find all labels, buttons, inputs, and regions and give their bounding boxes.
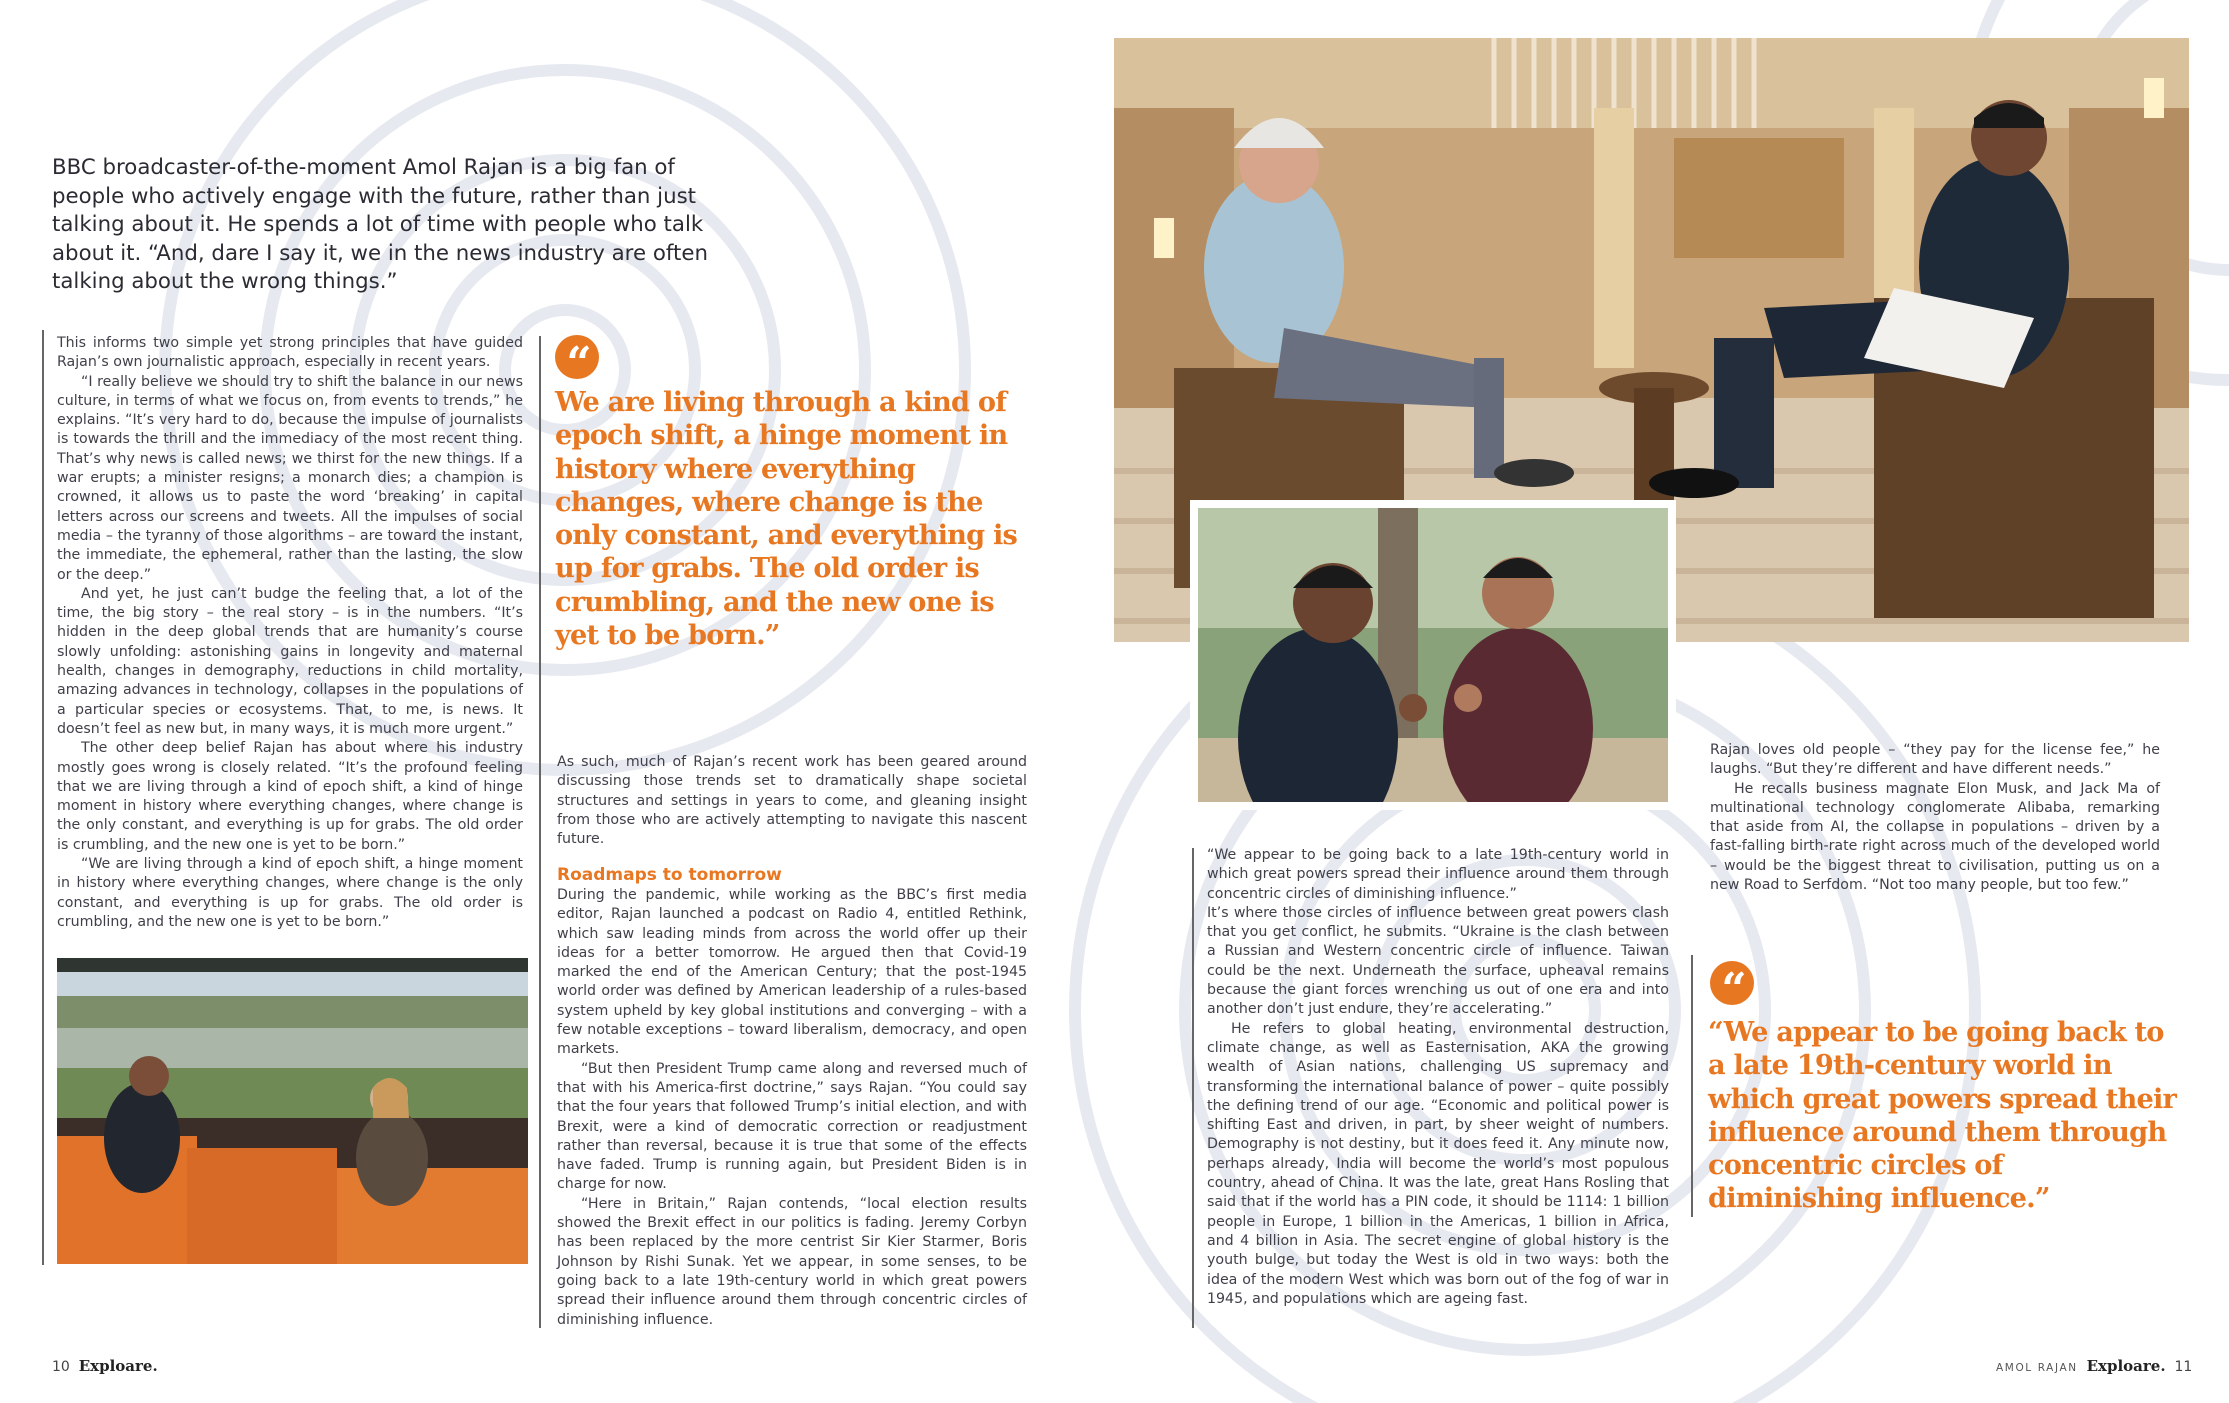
column-2 — [557, 886, 1027, 1330]
col4-paragraph: Rajan loves old people – “they pay for the license fee,” he laughs. “But they’re different and have different needs.” — [1710, 742, 2160, 778]
quote-mark-icon: “ — [555, 335, 599, 379]
pull-quote-2: “We appear to be going back to a late 19th-century world in which great powers spread their influence around them through concentric circles of diminishing influence.” — [1708, 1016, 2177, 1215]
folio-right — [1996, 1357, 2192, 1375]
col2-paragraph: “Here in Britain,” Rajan contends, “local election results showed the Brexit effect in our politics is fading. Jeremy Corbyn has been replaced by the more centrist Sir Kier Starmer, Boris Johnson by Rishi Sunak. Yet we appear, in some senses, to be going back to a late 19th-century world in which great powers spread their influence around them through concentric circles of diminishing influence. — [557, 1195, 1027, 1328]
brand-logo-text: Exploare. — [2086, 1357, 2166, 1375]
column-rule-left — [42, 330, 44, 1265]
col2-paragraph: “But then President Trump came along and reversed much of that with his America-first doctrine,” says Rajan. “You could say that the four years that followed Trump’s initial election, and with Brexit, were a kind of democratic correction or readjustment rather than reversal, because it is true that some of the effects have faded. Trump is running again, but President Biden is in charge for now. — [557, 1060, 1027, 1193]
col4-paragraph: He recalls business magnate Elon Musk, and Jack Ma of multinational technology conglomerate Alibaba, remarking that aside from AI, the collapse in populations – driven by a fast-falling birth-rate right across much of the developed world – would be the biggest threat to civilisation, putting us on a new Road to Serfdom. “Not too many people, but too few.” — [1710, 780, 2160, 894]
column-1 — [57, 334, 523, 932]
col1-paragraph: And yet, he just can’t budge the feeling that, a lot of the time, the big story – the real story – is in the numbers. “It’s hidden in the deep global trends that are humanity’s course slowly unfolding: astonishing gains in longevity and maternal health, changes in demography, reductions in child mortality, amazing advances in technology, collapses in the populations of a particular species or ecosystems. That, to me, is news. It doesn’t feel as new but, in many ways, it is much more urgent.” — [57, 585, 523, 737]
photo-boat-interview — [57, 958, 528, 1264]
col1-paragraph: This informs two simple yet strong principles that have guided Rajan’s own journalistic approach, especially in recent years. — [57, 335, 523, 371]
subhead-roadmaps: Roadmaps to tomorrow — [557, 865, 782, 885]
col3-paragraph: He refers to global heating, environmental destruction, climate change, as well as Easternisation, AKA the growing wealth of Asian nations, challenging US supremacy and transforming the international balance of power – quite possibly the defining trend of our age. “Economic and political power is shifting East and driven, in part, by sheer weight of numbers. Demography is not destiny, but it does feed it. Any minute now, perhaps already, India will become the world’s most populous country, ahead of China. It was the late, great Hans Rosling that said that if the world has a PIN code, it should be 1114: 1 billion people in Europe, 1 billion in the Americas, 1 billion in Africa, and 4 billion in Asia. The secret engine of global history is the youth bulge, but today the West is old in two ways: both the idea of the modern West which was born out of the fog of war in 1945, and populations which are ageing fast. — [1207, 1020, 1669, 1307]
col3-paragraph: “We appear to be going back to a late 19th-century world in which great powers spread their influence around them through concentric circles of diminishing influence.” — [1207, 847, 1669, 902]
column-2-intro — [557, 753, 1027, 849]
col1-paragraph: “We are living through a kind of epoch shift, a hinge moment in history where everything changes, where change is the only constant, and everything is up for grabs. The old order is crumbling, and the new one is yet to be born.” — [57, 856, 523, 930]
col3-paragraph: It’s where those circles of influence between great powers clash that you get conflict, he submits. “Ukraine is the clash between a Russian and Western concentric circle of influence. Taiwan could be the next. Underneath the surface, upheaval remains because the giant forces wrenching us out of one era and into another don’t just endure, they’re accelerating.” — [1207, 904, 1669, 1018]
running-head-author: AMOL RAJAN — [1996, 1362, 2078, 1374]
page-number: 10 — [52, 1359, 70, 1375]
column-3 — [1207, 846, 1669, 1309]
quote-mark-icon: “ — [1710, 961, 1754, 1005]
col2-intro-paragraph: As such, much of Rajan’s recent work has been geared around discussing those trends set to dramatically shape societal structures and settings in years to come, and gleaning insight from those who are actively attempting to navigate this nascent future. — [557, 754, 1027, 848]
column-4 — [1710, 741, 2160, 895]
column-rule-center — [539, 336, 541, 1328]
pull-quote-1: We are living through a kind of epoch shift, a hinge moment in history where everything changes, where change is the only constant, and everything is up for grabs. The old order is crumbling, and the new one is yet to be born.” — [555, 386, 1017, 652]
col2-paragraph: During the pandemic, while working as the BBC’s first media editor, Rajan launched a podcast on Radio 4, entitled Rethink, which saw leading minds from across the world offer up their ideas for a better tomorrow. He argued then that Covid-19 marked the end of the American Century; that the post-1945 world order was defined by American leadership of a rules-based system upheld by key global institutions and converging – with a few notable exceptions – toward liberalism, democracy, and open markets. — [557, 887, 1027, 1058]
col1-paragraph: The other deep belief Rajan has about where his industry mostly goes wrong is closely related. “It’s the profound feeling that we are living through a kind of epoch shift, a kind of hinge moment in history where everything changes, where change is the only constant, and everything is up for grabs. The old order is crumbling, and the new one is yet to be born.” — [57, 740, 523, 853]
col1-paragraph: “I really believe we should try to shift the balance in our news culture, in terms of what we focus on, from events to trends,” he explains. “It’s very hard to do, because the impulse of journalists is towards the thrill and the immediacy of the most recent thing. That’s why news is called news; we thirst for the new things. If a war erupts; a minister resigns; a monarch dies; a champion is crowned, it allows us to paste the word ‘breaking’ in capital letters across our screens and tweets. All the impulses of social media – the tyranny of those algorithms – are toward the instant, the immediate, the ephemeral, rather than the lasting, the slow or the deep.” — [57, 373, 523, 583]
column-rule-right-2 — [1691, 955, 1693, 1217]
photo-garden-interview — [1190, 500, 1676, 810]
page-number: 11 — [2174, 1359, 2193, 1375]
brand-logo-text: Exploare. — [78, 1357, 158, 1375]
column-rule-right-1 — [1192, 848, 1194, 1328]
intro-paragraph: BBC broadcaster-of-the-moment Amol Rajan is a big fan of people who actively engage with the future, rather than just talking about it. He spends a lot of time with people who talk about it. “And, dare I say it, we in the news industry are often talking about the wrong things.” — [52, 155, 708, 294]
folio-left — [52, 1357, 158, 1375]
